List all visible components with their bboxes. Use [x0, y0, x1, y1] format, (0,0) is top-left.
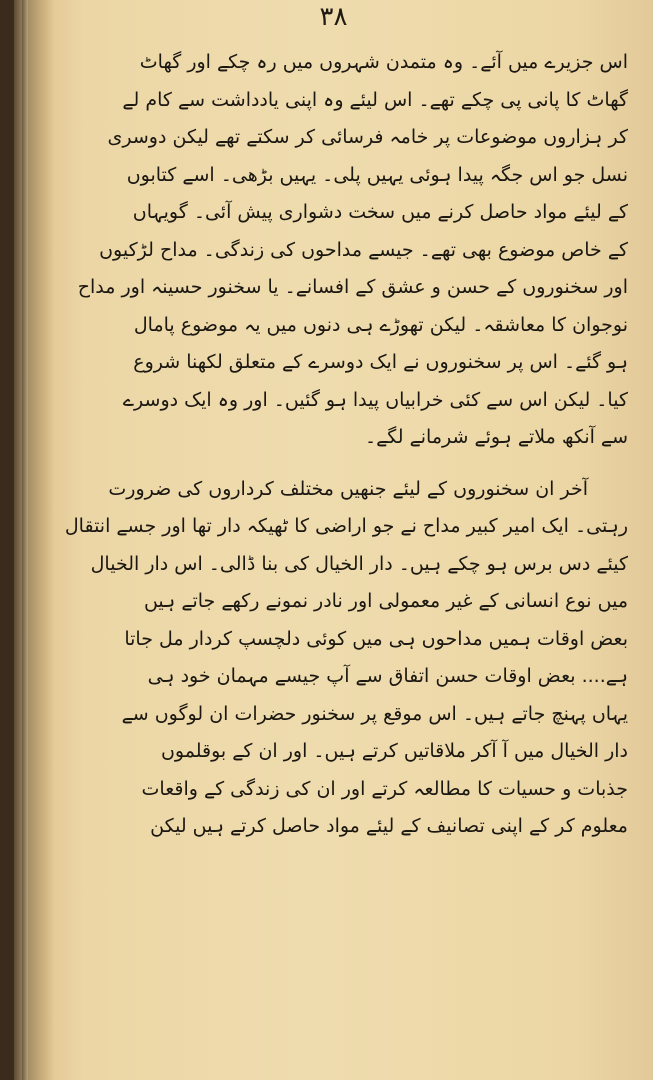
text-line: کیئے دس برس ہو چکے ہیں۔ دار الخیال کی بنا ڈالی۔ اس دار الخیال: [90, 552, 628, 575]
text-line: بعض اوقات ہمیں مداحوں ہی میں کوئی دلچسپ کردار مل جاتا: [124, 627, 628, 650]
paragraph-2: [58, 471, 628, 846]
text-line: ہو گئے۔ اس پر سخنوروں نے ایک دوسرے کے متعلق لکھنا شروع: [133, 351, 628, 373]
text-line: کر ہزاروں موضوعات پر خامہ فرسائی کر سکتے تھے لیکن دوسری: [107, 126, 628, 148]
text-line: آخر ان سخنوروں کے لیئے جنھیں مختلف کرداروں کی ضرورت: [108, 477, 588, 500]
book-page: [14, 0, 653, 1080]
text-line: کیا۔ لیکن اس سے کئی خرابیاں پیدا ہو گئیں۔ اور وہ ایک دوسرے: [122, 388, 628, 411]
text-line: یہاں پہنچ جاتے ہیں۔ اس موقع پر سخنور حضرات ان لوگوں سے: [121, 702, 628, 725]
body-text: [58, 44, 628, 846]
page-number: ۳۸: [319, 2, 348, 32]
text-line: اور سخنوروں کے حسن و عشق کے افسانے۔ یا سخنور حسینہ اور مداح: [77, 276, 628, 298]
book-spine-edge: [22, 0, 28, 1080]
text-line: دار الخیال میں آ آکر ملاقاتیں کرتے ہیں۔ اور ان کے بوقلموں: [160, 740, 628, 762]
paragraph-1: [58, 44, 628, 457]
text-line: سے آنکھ ملاتے ہوئے شرمانے لگے۔: [365, 426, 628, 448]
book-spine-shadow: [14, 0, 54, 1080]
text-line: ہے.... بعض اوقات حسن اتفاق سے آپ جیسے مہمان خود ہی: [147, 665, 628, 687]
text-line: جذبات و حسیات کا مطالعہ کرتے اور ان کی زندگی کے واقعات: [141, 777, 628, 800]
text-line: کے لیئے مواد حاصل کرنے میں سخت دشواری پیش آئی۔ گویہاں: [132, 201, 628, 223]
text-line: میں نوع انسانی کے غیر معمولی اور نادر نمونے رکھے جاتے ہیں: [143, 590, 628, 612]
text-line: گھاٹ کا پانی پی چکے تھے۔ اس لیئے وہ اپنی یادداشت سے کام لے: [122, 88, 628, 111]
text-line: رہتی۔ ایک امیر کبیر مداح نے جو اراضی کا ٹھیکہ دار تھا اور جسے انتقال: [64, 515, 628, 537]
text-line: نسل جو اس جگہ پیدا ہوئی یہیں پلی۔ یہیں بڑھی۔ اسے کتابوں: [126, 163, 628, 186]
paragraph-gap: [58, 457, 628, 471]
text-line: کے خاص موضوع بھی تھے۔ جیسے مداحوں کی زندگی۔ مداح لڑکیوں: [99, 238, 628, 261]
text-line: معلوم کر کے اپنی تصانیف کے لیئے مواد حاصل کرتے ہیں لیکن: [150, 815, 628, 837]
text-line: اس جزیرے میں آئے۔ وہ متمدن شہروں میں رہ چکے اور گھاٹ: [139, 51, 628, 73]
text-line: نوجوان کا معاشقہ۔ لیکن تھوڑے ہی دنوں میں یہ موضوع پامال: [133, 313, 628, 336]
